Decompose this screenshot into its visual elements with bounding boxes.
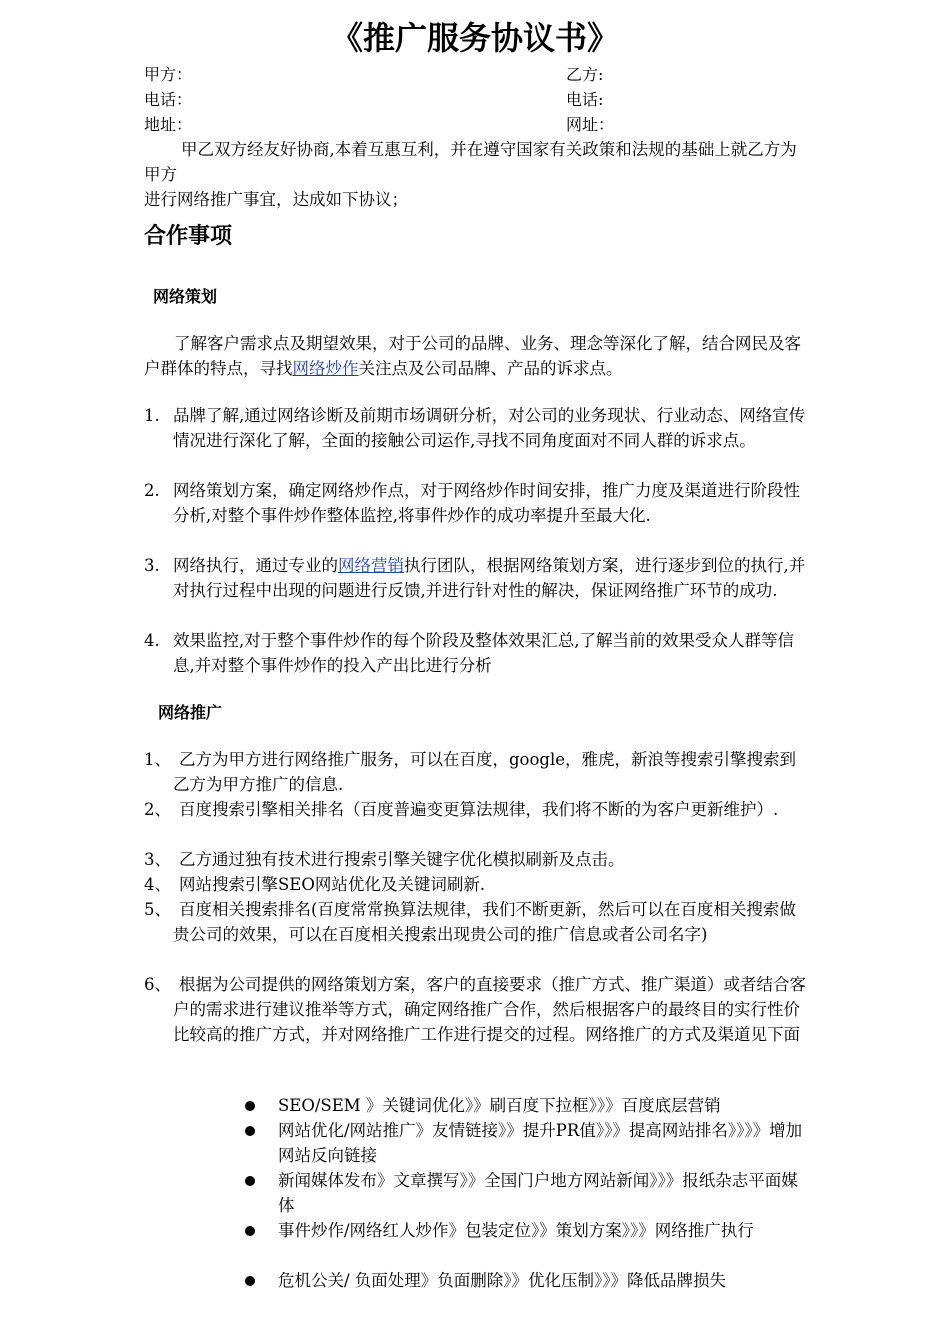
list-item-text: 百度相关搜索排名(百度常常换算法规律，我们不断更新，然后可以在百度相关搜索做贵公司的效果，可以在百度相关搜索出现贵公司的推广信息或者公司名字) [173,900,796,944]
bullet-icon [245,1126,255,1136]
address-field: 地址： [144,115,193,134]
party-b-field: 乙方: [566,65,604,84]
list-item-text: 乙方为甲方进行网络推广服务，可以在百度，google，雅虎，新浪等搜索引擎搜索到乙方为甲方推广的信息. [173,750,797,794]
bullet-text: 网站优化/网站推广》友情链接》》提升PR值》》》提高网站排名》》》》增加网站反向链接 [278,1121,803,1165]
list-item-text-end: 执行团队，根据网络策划方案，进行逐步到位的执行,并对执行过程中出现的问题进行反馈,并进行针对性的解决，保证网络推广环节的成功. [173,556,806,600]
list-number: 6、 [144,975,171,994]
list-number: 2. [144,481,160,500]
planning-paragraph [144,331,810,381]
list-number: 4. [144,631,160,650]
party-a-field: 甲方： [144,65,193,84]
list-item [144,872,810,897]
list-item-text-start: 网络执行，通过专业的 [173,556,338,575]
list-number: 5、 [144,900,171,919]
list-item-text: 根据为公司提供的网络策划方案，客户的直接要求（推广方式、推广渠道）或者结合客户的需求进行建议推举等方式，确定网络推广合作，然后根据客户的最终目的实行性价比较高的推广方式，并对网络推广工作进行提交的过程。网络推广的方式及渠道见下面 [173,975,806,1044]
list-number: 3. [144,556,160,575]
bullet-text: 事件炒作/网络红人炒作》包装定位》》策划方案》》》网络推广执行 [278,1221,754,1240]
list-item-text: 网络策划方案，确定网络炒作点，对于网络炒作时间安排，推广力度及渠道进行阶段性分析,对整个事件炒作整体监控,将事件炒作的成功率提升至最大化. [173,481,800,525]
list-item [144,553,810,603]
list-item-text: 品牌了解,通过网络诊断及前期市场调研分析，对公司的业务现状、行业动态、网络宣传情况进行深化了解，全面的接触公司运作,寻找不同角度面对不同人群的诉求点。 [173,406,806,450]
bullet-item [245,1093,805,1118]
planning-paragraph-text-end: 关注点及公司品牌、产品的诉求点。 [358,359,623,378]
list-item [144,897,810,947]
bullet-text: 危机公关/ 负面处理》负面删除》》优化压制》》》降低品牌损失 [278,1271,727,1290]
intro-paragraph-end: 进行网络推广事宜，达成如下协议； [144,190,408,209]
list-item [144,847,810,872]
section-heading: 合作事项 [144,224,233,249]
list-item [144,478,810,528]
list-item [144,747,810,797]
phone-a-field: 电话： [144,90,193,109]
bullet-item [245,1218,805,1243]
promotion-heading: 网络推广 [158,703,223,722]
document-title: 《推广服务协议书》 [330,19,619,57]
list-item-text: 网站搜索引擎SEO网站优化及关键词刷新. [179,875,486,894]
bullet-item [245,1268,805,1293]
bullet-item [245,1168,805,1218]
planning-heading: 网络策划 [153,287,218,306]
bullet-icon [245,1101,255,1111]
website-field: 网址： [566,115,615,134]
list-item-text: 效果监控,对于整个事件炒作的每个阶段及整体效果汇总,了解当前的效果受众人群等信息,并对整个事件炒作的投入产出比进行分析 [173,631,794,675]
bullet-icon [245,1226,255,1236]
bullet-icon [245,1176,255,1186]
bullet-item [245,1118,805,1168]
bullet-text: 新闻媒体发布》文章撰写》》全国门户地方网站新闻》》》报纸杂志平面媒体 [278,1171,798,1215]
bullet-icon [245,1276,255,1286]
list-item-text: 乙方通过独有技术进行搜索引擎关键字优化模拟刷新及点击。 [179,850,625,869]
list-number: 4、 [144,875,171,894]
intro-paragraph: 甲乙双方经友好协商,本着互惠互利，并在遵守国家有关政策和法规的基础上就乙方为甲方 [144,140,797,184]
network-hype-link[interactable]: 网络炒作 [292,359,359,378]
bullet-text: SEO/SEM 》关键词优化》》刷百度下拉框》》》百度底层营销 [278,1096,721,1115]
list-number: 1. [144,406,160,425]
network-marketing-link[interactable]: 网络营销 [338,556,404,575]
list-number: 2、 [144,800,171,819]
list-item-text [173,553,810,603]
planning-paragraph-text: 了解客户需求点及期望效果，对于公司的品牌、业务、理念等深化了解，结合网民及客户群体的特点，寻找 [144,334,801,378]
list-item [144,972,810,1047]
list-item-text: 百度搜索引擎相关排名（百度普遍变更算法规律，我们将不断的为客户更新维护）. [179,800,779,819]
list-item [144,797,810,822]
list-number: 3、 [144,850,171,869]
list-item [144,628,810,678]
list-number: 1、 [144,750,171,769]
phone-b-field: 电话: [566,90,604,109]
list-item [144,403,810,453]
